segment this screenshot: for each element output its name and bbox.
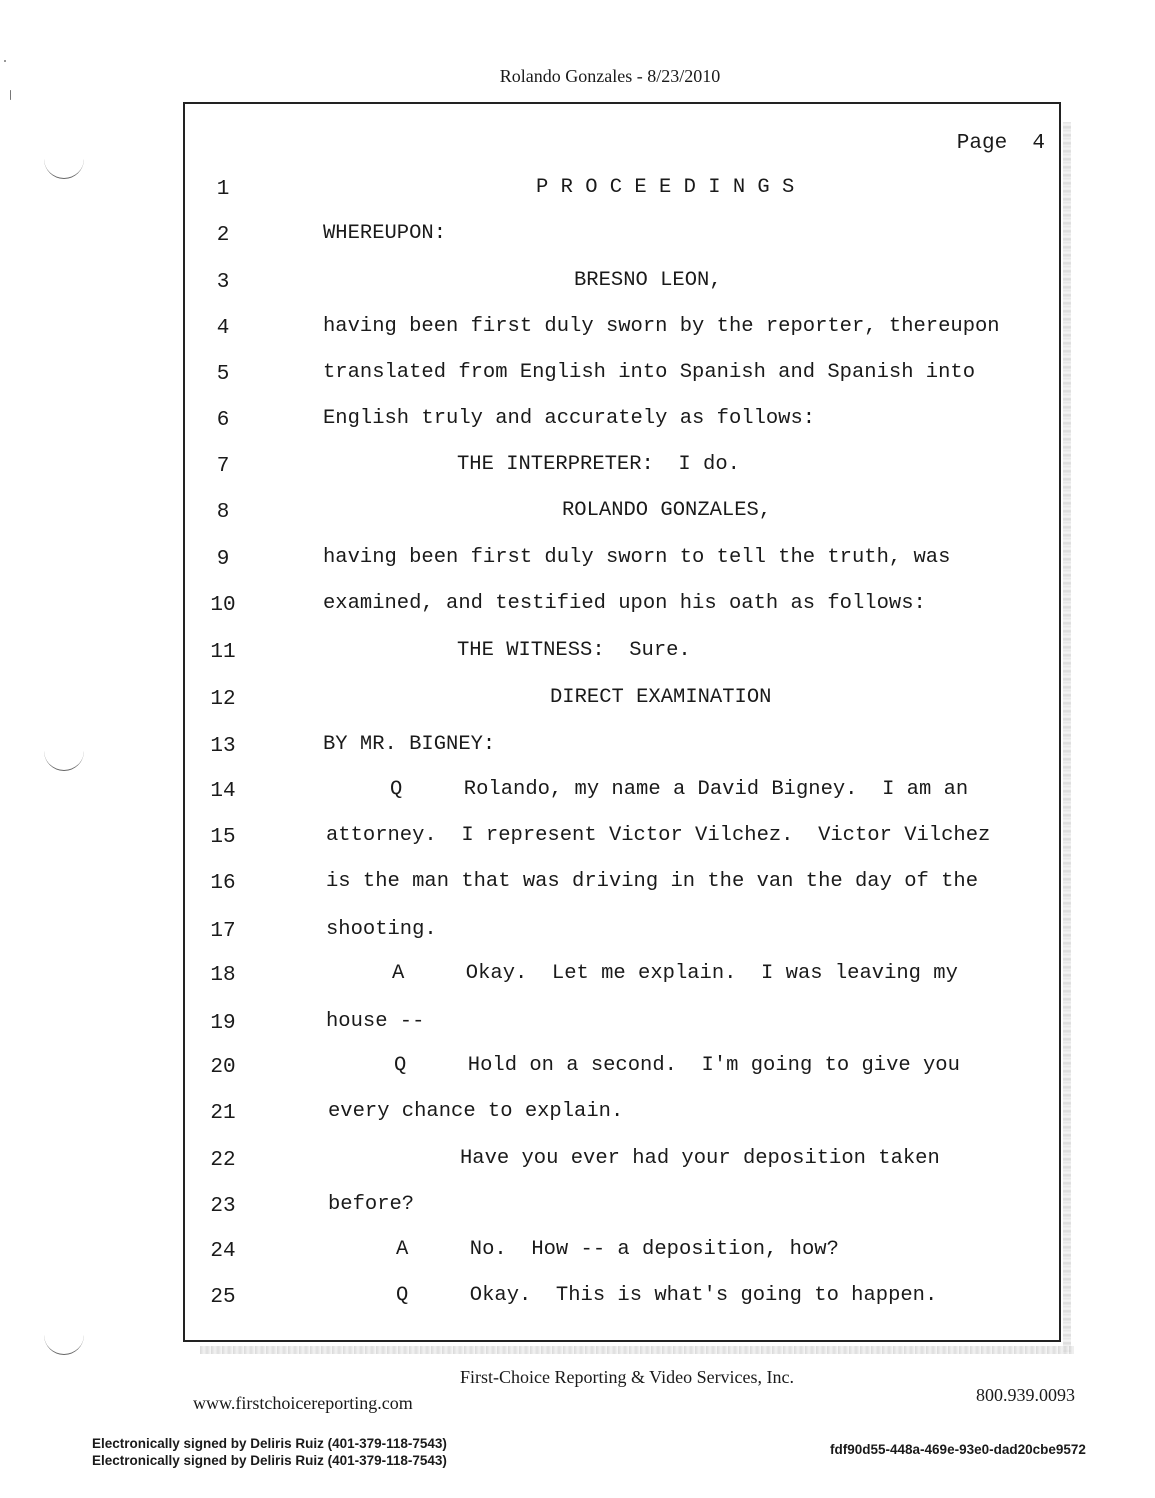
transcript-line: house -- [326,1010,425,1033]
transcript-line: is the man that was driving in the van the day of the [326,870,979,893]
line-number: 11 [210,641,236,664]
binder-mark-middle [44,750,84,771]
transcript-line: A No. How -- a deposition, how? [396,1238,839,1261]
binder-mark-top [44,158,84,179]
line-number: 7 [216,455,230,478]
transcript-line: Q Hold on a second. I'm going to give you [394,1054,960,1077]
line-number: 21 [210,1102,236,1125]
scan-shadow [200,1346,1074,1354]
transcript-line: English truly and accurately as follows: [323,407,816,430]
transcript-line: BRESNO LEON, [574,269,722,292]
transcript-line: P R O C E E D I N G S [536,176,795,199]
line-number: 25 [210,1286,236,1309]
line-number: 13 [210,735,236,758]
document-header-title: Rolando Gonzales - 8/23/2010 [499,66,721,86]
transcript-line: DIRECT EXAMINATION [550,686,772,709]
document-id: fdf90d55-448a-469e-93e0-dad20cbe9572 [830,1442,1086,1457]
line-number: 1 [216,178,230,201]
line-number: 3 [216,271,230,294]
page-number: Page 4 [956,132,1045,155]
transcript-line: Q Okay. This is what's going to happen. [396,1284,938,1307]
footer-company: First-Choice Reporting & Video Services, Inc. [460,1367,795,1387]
line-number: 18 [210,964,236,987]
transcript-line: before? [328,1193,415,1216]
electronic-signature-line-1: Electronically signed by Deliris Ruiz (401-379-118-7543) [92,1436,447,1451]
line-number: 2 [216,224,230,247]
footer-phone: 800.939.0093 [976,1385,1075,1405]
transcript-line: THE WITNESS: Sure. [457,639,691,662]
electronic-signature-line-2: Electronically signed by Deliris Ruiz (401-379-118-7543) [92,1453,447,1468]
line-number: 10 [210,594,236,617]
line-number: 6 [216,409,230,432]
line-number: 12 [210,688,236,711]
transcript-line: Have you ever had your deposition taken [460,1147,940,1170]
transcript-line: WHEREUPON: [323,222,447,245]
line-number: 23 [210,1195,236,1218]
transcript-line: having been first duly sworn to tell the truth, was [323,546,951,569]
line-number: 16 [210,872,236,895]
scan-speck [4,60,6,62]
transcript-line: Q Rolando, my name a David Bigney. I am an [390,778,969,801]
transcript-line: A Okay. Let me explain. I was leaving my [392,962,958,985]
transcript-line: examined, and testified upon his oath as follows: [323,592,926,615]
transcript-line: shooting. [326,918,437,941]
transcript-line: translated from English into Spanish and Spanish into [323,361,976,384]
transcript-line: THE INTERPRETER: I do. [457,453,740,476]
transcript-line: BY MR. BIGNEY: [323,733,496,756]
line-number: 4 [216,317,230,340]
line-number: 15 [210,826,236,849]
transcript-line: ROLANDO GONZALES, [562,499,772,522]
line-number: 9 [216,548,230,571]
binder-mark-bottom [44,1334,84,1355]
transcript-line: every chance to explain. [328,1100,624,1123]
footer-url: www.firstchoicereporting.com [193,1393,413,1413]
line-number: 22 [210,1149,236,1172]
scan-speck [10,90,11,100]
line-number: 17 [210,920,236,943]
transcript-line: attorney. I represent Victor Vilchez. Victor Vilchez [326,824,991,847]
line-number: 20 [210,1056,236,1079]
line-number: 14 [210,780,236,803]
line-number: 8 [216,501,230,524]
line-number: 5 [216,363,230,386]
transcript-line: having been first duly sworn by the reporter, thereupon [323,315,1000,338]
line-number: 19 [210,1012,236,1035]
line-number: 24 [210,1240,236,1263]
